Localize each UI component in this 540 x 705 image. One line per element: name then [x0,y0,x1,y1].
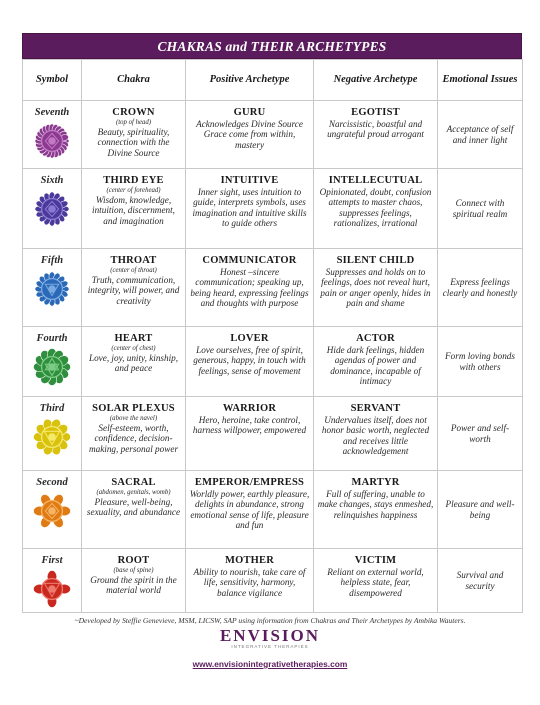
negative-archetype-text: Hide dark feelings, hidden agendas of power and dominance, incapable of intimacy [326,345,425,387]
negative-archetype-name: EGOTIST [351,107,400,118]
header-chakra: Chakra [82,60,186,101]
symbol-cell [23,169,82,249]
chakra-location: (above the navel) [109,415,158,422]
positive-archetype-cell [186,549,314,613]
emotional-issues-cell [438,471,523,549]
chakra-description: Beauty, spirituality, connection with the Divine Source [97,127,170,158]
chakra-location: (top of head) [115,119,152,126]
chakra-cell [82,471,186,549]
table-row [23,327,523,397]
table-row [23,249,523,327]
chakra-table [22,59,523,613]
emotional-issues-cell [438,169,523,249]
chakra-cell [82,249,186,327]
positive-archetype-text: Worldly power, earthly pleasure, delights in abundance, strong emotional sense of life, pleasure and fun [189,489,310,531]
chakra-description: Pleasure, well-being, sexuality, and abundance [86,497,181,518]
negative-archetype-name: VICTIM [354,555,397,566]
positive-archetype-text: Honest –sincere communication; speaking up, being heard, expressing feelings and thoughts with purpose [190,267,309,309]
table-row [23,471,523,549]
chakra-location: (base of spine) [113,567,154,574]
negative-archetype-text: Opinionated, doubt, confusion attempts to master chaos, suppresses feelings, rationalizes, irrational [319,187,432,229]
chakra-symbol-icon [33,348,71,386]
positive-archetype-text: Acknowledges Divine Source Grace come from within, mastery [196,119,303,150]
chakra-order-label: Fifth [40,255,64,266]
emotional-issues-cell [438,327,523,397]
chakra-order-label: Fourth [36,333,68,344]
chakra-description: Love, joy, unity, kinship, and peace [88,353,179,374]
negative-archetype-cell [314,327,438,397]
positive-archetype-cell [186,471,314,549]
positive-archetype-cell [186,327,314,397]
negative-archetype-text: Reliant on external world, helpless state, fear, disempowered [327,567,424,598]
emotional-issues-text: Acceptance of self and inner light [446,124,514,145]
negative-archetype-cell [314,397,438,471]
negative-archetype-cell [314,549,438,613]
chakra-location: (center of forehead) [106,187,161,194]
symbol-cell [23,549,82,613]
chakra-cell [82,397,186,471]
chakra-cell [82,327,186,397]
positive-archetype-name: COMMUNICATOR [202,255,297,266]
positive-archetype-text: Love ourselves, free of spirit, generous, happy, in touch with feelings, sense of movement [193,345,306,376]
chakra-order-label: First [41,555,63,566]
credit-line: ~Developed by Steffie Genevieve, MSM, LICSW, SAP using information from Chakras and Their Archetypes by Ambika Wauters. [74,616,466,625]
chakra-cell [82,169,186,249]
positive-archetype-text: Inner sight, uses intuition to guide, interprets symbols, uses imagination and intuitive skills to guide others [192,187,307,229]
negative-archetype-name: ACTOR [356,333,395,344]
positive-archetype-cell [186,397,314,471]
negative-archetype-name: INTELLECUTUAL [328,175,423,186]
chakra-symbol-icon [33,122,71,160]
chakra-name: SOLAR PLEXUS [92,403,175,414]
logo-wordmark: ENVISION [219,626,321,645]
positive-archetype-name: MOTHER [224,555,275,566]
chakra-order-label: Third [39,403,65,414]
emotional-issues-text: Pleasure and well-being [445,499,515,520]
positive-archetype-name: EMPEROR/EMPRESS [194,477,305,488]
table-row [23,549,523,613]
chakra-cell [82,549,186,613]
chakra-name: ROOT [117,555,150,566]
chakra-description: Wisdom, knowledge, intuition, discernment, and imagination [92,195,175,226]
symbol-cell [23,101,82,169]
positive-archetype-name: INTUITIVE [220,175,279,186]
website-link[interactable]: www.envisionintegrativetherapies.com [192,659,348,669]
table-row [23,169,523,249]
chakra-location: (center of throat) [110,267,157,274]
chakra-name: HEART [114,333,153,344]
symbol-cell [23,397,82,471]
chakra-name: THIRD EYE [103,175,164,186]
chakra-document [22,33,522,613]
chakra-symbol-icon [33,270,71,308]
emotional-issues-text: Power and self-worth [450,423,510,444]
symbol-cell [23,249,82,327]
negative-archetype-cell [314,101,438,169]
chakra-symbol-icon [33,570,71,608]
positive-archetype-name: GURU [233,107,266,118]
chakra-description: Ground the spirit in the material world [90,575,177,596]
chakra-order-label: Second [36,477,68,488]
chakra-name: THROAT [110,255,157,266]
chakra-description: Truth, communication, integrity, will power, and creativity [87,275,180,306]
positive-archetype-cell [186,249,314,327]
negative-archetype-text: Narcissistic, boastful and ungrateful proud arrogant [327,119,424,140]
positive-archetype-text: Hero, heroine, take control, harness willpower, empowered [192,415,307,436]
header-symbol: Symbol [23,60,82,101]
logo-subtext: INTEGRATIVE THERAPIES [231,644,309,649]
header-negative-archetype: Negative Archetype [314,60,438,101]
emotional-issues-text: Express feelings clearly and honestly [442,277,518,298]
table-row [23,397,523,471]
negative-archetype-name: SERVANT [350,403,401,414]
emotional-issues-cell [438,249,523,327]
chakra-name: SACRAL [111,477,156,488]
chakra-name: CROWN [112,107,155,118]
symbol-cell [23,327,82,397]
chakra-symbol-icon [33,190,71,228]
negative-archetype-text: Undervalues itself, does not honor basic worth, neglected and receives little acknowledgement [321,415,430,457]
negative-archetype-text: Suppresses and holds on to feelings, does not reveal hurt, pain or anger openly, hides in pain and shame [320,267,431,309]
envision-logo [0,626,540,649]
negative-archetype-name: MARTYR [351,477,400,488]
positive-archetype-name: WARRIOR [222,403,277,414]
table-row [23,101,523,169]
chakra-description: Self-esteem, worth, confidence, decision-making, personal power [88,423,179,454]
chakra-cell [82,101,186,169]
positive-archetype-cell [186,101,314,169]
chakra-symbol-icon [33,492,71,530]
document-title: CHAKRAS and THEIR ARCHETYPES [22,33,522,59]
negative-archetype-text: Full of suffering, unable to make changes, stays enmeshed, relinquishes happiness [317,489,434,520]
emotional-issues-text: Survival and security [456,570,504,591]
emotional-issues-cell [438,397,523,471]
chakra-symbol-icon [33,418,71,456]
header-emotional-issues: Emotional Issues [438,60,523,101]
emotional-issues-cell [438,101,523,169]
chakra-location: (center of chest) [111,345,156,352]
symbol-cell [23,471,82,549]
chakra-order-label: Sixth [40,175,64,186]
emotional-issues-text: Connect with spiritual realm [452,198,508,219]
emotional-issues-text: Form loving bonds with others [445,351,515,372]
negative-archetype-cell [314,169,438,249]
positive-archetype-name: LOVER [230,333,269,344]
chakra-location: (abdomen, genitals, womb) [96,489,171,496]
header-positive-archetype: Positive Archetype [186,60,314,101]
table-body [23,101,523,613]
chakra-order-label: Seventh [34,107,70,118]
negative-archetype-name: SILENT CHILD [336,255,415,266]
negative-archetype-cell [314,471,438,549]
negative-archetype-cell [314,249,438,327]
positive-archetype-cell [186,169,314,249]
table-header-row [23,60,523,101]
emotional-issues-cell [438,549,523,613]
positive-archetype-text: Ability to nourish, take care of life, sensitivity, harmony, balance vigilance [193,567,306,598]
